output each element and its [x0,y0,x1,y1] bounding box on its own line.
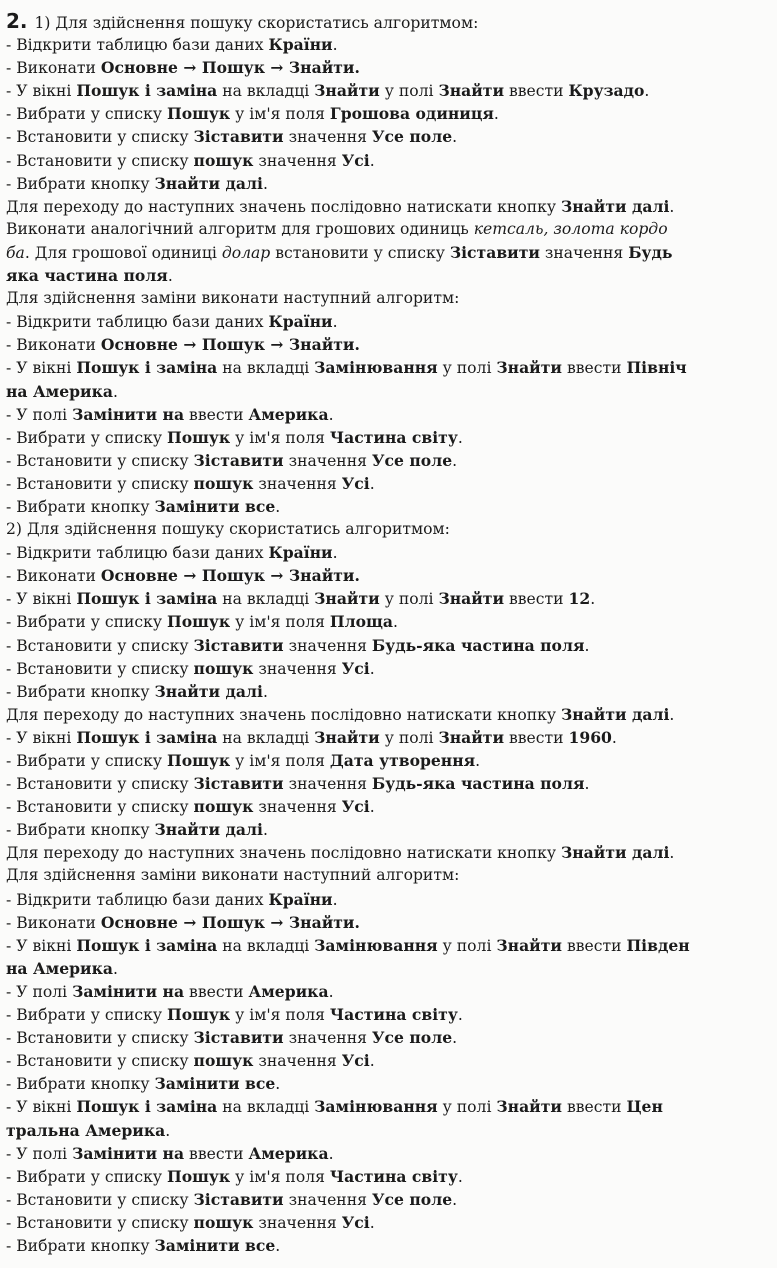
text-run: . [369,151,375,170]
text-line [6,10,777,33]
text-run: Знайти [314,727,380,747]
text-line [6,1234,777,1257]
task-number: 2. [6,9,28,33]
text-run: ввести [561,359,627,378]
text-run: Замінити все [154,496,276,516]
text-line [6,356,777,379]
text-run: Півден [626,935,690,955]
text-run: . [669,844,675,863]
text-run: ввести [504,728,569,747]
text-run: 12 [568,589,591,609]
text-run: на вкладці [217,359,315,378]
text-run: Усе поле [371,1028,453,1048]
text-run: - Вибрати у списку [6,105,167,124]
text-run: Зіставити [193,774,284,794]
text-line [6,172,777,195]
text-line [6,1142,777,1165]
text-line [6,1026,777,1049]
text-line [6,634,777,657]
text-run: - У вікні [6,1098,77,1117]
text-run: Усі [341,797,370,817]
text-run: - Вибрати у списку [6,1167,167,1186]
text-line [6,518,777,541]
text-run: - Виконати [6,913,101,932]
text-run: значення [283,1029,372,1048]
text-run: Знайти [438,589,505,609]
text-run: Знайти далі [560,843,670,863]
text-run: - Встановити у списку [6,1190,194,1209]
text-run: - Встановити у списку [6,128,194,147]
text-run: пошук [193,797,254,817]
text-run: . [584,636,590,655]
text-run: - Вибрати кнопку [6,1075,155,1094]
text-run: Зіставити [193,635,284,655]
text-run: . [275,1075,281,1094]
text-run: Замінити на [72,981,185,1001]
text-run: на Америка [6,958,113,978]
text-run: - У полі [6,405,73,424]
text-run: Країни [268,543,333,563]
text-line [6,726,777,749]
text-line [6,911,777,934]
text-run: Будь [628,242,673,262]
text-run: - Виконати [6,567,101,586]
text-run: Знайти [438,81,505,101]
text-run: - Встановити у списку [6,151,194,170]
text-run: Для переходу до наступних значень послідовно натискати кнопку [6,197,561,216]
text-run: пошук [193,473,254,493]
text-run: Пошук і заміна [76,81,218,101]
text-run: . [457,1006,463,1025]
text-run: . [275,1236,281,1255]
text-line [6,795,777,818]
text-run: у полі [437,359,497,378]
text-run: Дата утворення [329,751,476,770]
text-line [6,241,777,264]
text-line [6,864,777,887]
text-run: - Встановити у списку [6,474,194,493]
text-line [6,310,777,333]
text-run: . [328,405,334,424]
text-run: Крузадо [568,81,645,101]
text-run: пошук [193,1212,254,1232]
text-run: - Вибрати у списку [6,428,167,447]
text-run: . [393,613,398,632]
text-run: . [167,267,173,286]
text-run: Частина світу [329,1005,458,1025]
text-line [6,1095,777,1118]
text-run: Америка [248,981,329,1001]
text-run: ввести [504,82,569,101]
text-run: ввести [184,405,249,424]
text-run: у ім'я поля [230,105,330,124]
text-run: . [457,428,463,447]
text-run: . [262,174,268,193]
text-run: - У вікні [6,590,77,609]
text-run: - Встановити у списку [6,636,194,655]
text-run: . [369,659,375,678]
text-run: Пошук і заміна [76,358,218,378]
text-run: Пошук [167,1005,231,1025]
text-line [6,79,777,102]
text-line [6,195,777,218]
text-run: - Встановити у списку [6,798,194,817]
text-run: Пошук і заміна [76,1097,218,1117]
text-run: тральна Америка [6,1120,166,1140]
text-line [6,472,777,495]
text-run: Грошова одиниця [329,104,494,124]
text-run: у полі [379,82,439,101]
text-line [6,333,777,356]
text-run: ввести [561,936,627,955]
text-run: . [369,474,375,493]
text-run: - Встановити у списку [6,1052,194,1071]
text-run: Зіставити [193,1028,284,1048]
text-run: - Встановити у списку [6,1213,194,1232]
text-run: . [452,1029,458,1048]
text-run: . [452,1190,458,1209]
text-line [6,703,777,726]
text-run: - Вибрати у списку [6,752,167,770]
text-run: - У полі [6,982,73,1001]
text-run: Пошук і заміна [76,727,218,747]
text-line [6,564,777,587]
text-run: Пошук [167,104,231,124]
text-run: . [112,959,118,978]
text-line [6,980,777,1003]
text-run: Країни [268,889,333,909]
text-run: на вкладці [217,936,315,955]
text-line [6,149,777,172]
text-line [6,102,777,125]
text-run: Знайти [496,358,562,378]
text-run: . [328,982,334,1001]
text-run: - Вибрати кнопку [6,1236,155,1255]
text-run: значення [283,775,372,794]
text-line [6,541,777,564]
text-run: Для переходу до наступних значень послідовно натискати кнопку [6,705,561,724]
text-run: . [262,821,268,840]
text-run: Виконати аналогічний алгоритм для грошових одиниць [6,219,474,238]
text-run: . [590,590,596,609]
text-run: значення [253,474,342,493]
text-run: . [332,544,338,563]
text-run: значення [283,636,372,655]
text-run: Америка [248,404,329,424]
text-run: Усі [341,473,370,493]
text-run: . [332,36,338,55]
text-run: - Вибрати у списку [6,613,167,632]
text-line [6,841,777,864]
text-run: Будь-яка частина поля [371,774,585,794]
text-run: Усе поле [371,1189,453,1209]
text-run: Усе поле [371,127,453,147]
text-run: . [332,313,338,332]
text-run: ввести [184,982,249,1001]
text-run: ввести [184,1144,249,1163]
text-line [6,426,777,449]
text-run: - Виконати [6,59,101,78]
text-run: - Відкрити таблицю бази даних [6,36,269,55]
text-run: значення [283,128,372,147]
text-run: Зіставити [193,127,284,147]
text-run: Пошук [167,751,231,770]
text-run: Замінити все [154,1235,276,1255]
text-line [6,264,777,287]
text-run: - Встановити у списку [6,775,194,794]
text-run: на вкладці [217,82,315,101]
text-line [6,1072,777,1095]
text-run: значення [253,1213,342,1232]
text-run: ба [6,243,25,262]
text-run: . [275,497,281,516]
text-run: Зіставити [449,242,540,262]
text-run: ввести [504,590,569,609]
text-run: 1) Для здійснення пошуку скористатись алгоритмом: [29,14,479,32]
text-line [6,587,777,610]
text-run: пошук [193,1051,254,1071]
text-run: пошук [193,150,254,170]
text-run: встановити у списку [270,243,450,262]
text-line [6,1003,777,1026]
text-run: . [584,775,590,794]
text-line [6,657,777,680]
text-line [6,680,777,703]
text-run: . [369,1213,375,1232]
text-run: значення [253,659,342,678]
text-run: значення [253,151,342,170]
text-run: Для здійснення заміни виконати наступний алгоритм: [6,289,460,308]
text-run: Зіставити [193,1189,284,1209]
text-run: . [112,382,118,401]
text-run: . [165,1121,171,1140]
text-line [6,380,777,403]
text-run: Цен [626,1097,663,1117]
text-run: - Вибрати кнопку [6,497,155,516]
text-line [6,449,777,472]
text-run: у полі [437,1098,497,1117]
text-line [6,1119,777,1142]
text-line [6,403,777,426]
text-run: Країни [268,35,333,55]
text-run: Основне → Пошук → Знайти. [100,335,360,355]
text-run: - Виконати [6,336,101,355]
text-line [6,1188,777,1211]
text-run: Знайти далі [154,820,263,840]
text-run: значення [539,243,629,262]
text-run: . [328,1144,334,1163]
document-text [6,10,777,1257]
text-run: . [644,82,650,101]
text-run: Замінювання [314,1097,438,1117]
text-run: пошук [193,658,254,678]
text-line [6,957,777,980]
text-run: у ім'я поля [230,613,330,632]
text-run: . [493,105,499,124]
text-run: Знайти [438,727,505,747]
text-run: Пошук і заміна [76,589,218,609]
text-run: Замінити на [72,404,185,424]
text-run: 1960 [568,727,612,747]
text-run: . Для грошової одиниці [24,243,222,262]
text-run: - У вікні [6,728,77,747]
text-run: Знайти [496,935,562,955]
text-run: Пошук [167,612,231,632]
text-run: у полі [437,936,497,955]
text-line [6,287,777,310]
text-run: - У полі [6,1144,73,1163]
text-run: на вкладці [217,590,315,609]
text-run: Знайти [314,81,380,101]
text-run: Основне → Пошук → Знайти. [100,58,360,78]
text-run: . [452,451,458,470]
text-run: . [475,752,481,770]
text-run: Усе поле [371,450,453,470]
text-run: у ім'я поля [230,1006,330,1025]
text-run: - Встановити у списку [6,451,194,470]
text-run: на Америка [6,381,113,401]
text-run: - Відкрити таблицю бази даних [6,544,269,563]
text-run: - У вікні [6,82,77,101]
text-run: у полі [379,590,439,609]
text-run: у ім'я поля [230,752,330,770]
text-run: 2) Для здійснення пошуку скористатись алгоритмом: [6,520,450,539]
text-line [6,1049,777,1072]
text-line [6,772,777,795]
text-run: у полі [379,728,439,747]
text-run: Будь-яка частина поля [371,635,585,655]
text-run: Основне → Пошук → Знайти. [100,566,360,586]
text-run: Частина світу [329,1166,458,1186]
text-run: . [332,890,338,909]
text-run: Знайти [314,589,380,609]
text-run: Пошук [167,427,231,447]
text-run: . [611,728,617,747]
text-run: Пошук [167,1166,231,1186]
text-run: . [669,197,675,216]
text-run: - У вікні [6,359,77,378]
text-run: - Вибрати кнопку [6,821,155,840]
text-run: . [669,705,675,724]
text-run: . [369,1052,375,1071]
text-run: Для переходу до наступних значень послідовно натискати кнопку [6,844,561,863]
text-run: ввести [561,1098,627,1117]
text-run: Замінити все [154,1074,276,1094]
text-run: - Вибрати кнопку [6,682,155,701]
text-run: долар [221,243,271,262]
text-line [6,749,777,772]
text-run: на вкладці [217,1098,315,1117]
text-run: - Встановити у списку [6,659,194,678]
text-line [6,818,777,841]
text-run: на вкладці [217,728,315,747]
text-run: Площа [329,612,394,632]
text-run: - Вибрати у списку [6,1006,167,1025]
text-run: Знайти далі [154,173,263,193]
text-run: - Відкрити таблицю бази даних [6,890,269,909]
text-run: Пошук і заміна [76,935,218,955]
text-run: значення [253,1052,342,1071]
text-run: Америка [248,1143,329,1163]
text-run: Замінити на [72,1143,185,1163]
text-run: Країни [268,312,333,332]
text-run: . [369,798,375,817]
text-run: у ім'я поля [230,1167,330,1186]
text-run: Для здійснення заміни виконати наступний алгоритм: [6,866,460,885]
text-run: Знайти [496,1097,562,1117]
text-run: значення [283,451,372,470]
text-run: у ім'я поля [230,428,330,447]
text-run: значення [283,1190,372,1209]
text-run: Північ [626,358,687,378]
text-run: Замінювання [314,358,438,378]
text-run: Усі [341,1051,370,1071]
text-run: кетсаль, золота кордо [473,219,668,238]
text-run: Замінювання [314,935,438,955]
text-run: значення [253,798,342,817]
text-run: Усі [341,1212,370,1232]
text-run: . [457,1167,463,1186]
text-line [6,1165,777,1188]
text-run: . [452,128,458,147]
text-line [6,495,777,518]
text-run: Усі [341,658,370,678]
text-line [6,610,777,633]
text-line [6,934,777,957]
text-run: - Вибрати кнопку [6,174,155,193]
text-run: Усі [341,150,370,170]
text-line [6,1211,777,1234]
text-run: Знайти далі [560,196,670,216]
text-run: - Відкрити таблицю бази даних [6,313,269,332]
text-run: Знайти далі [154,681,263,701]
text-line [6,33,777,56]
text-line [6,888,777,911]
text-line [6,56,777,79]
text-run: Основне → Пошук → Знайти. [100,912,360,932]
text-run: . [262,682,268,701]
text-line [6,125,777,148]
text-run: Частина світу [329,427,458,447]
text-run: Знайти далі [560,704,670,724]
text-run: яка частина поля [6,266,168,286]
text-run: Зіставити [193,450,284,470]
text-line [6,218,777,241]
text-run: - У вікні [6,936,77,955]
text-run: - Встановити у списку [6,1029,194,1048]
